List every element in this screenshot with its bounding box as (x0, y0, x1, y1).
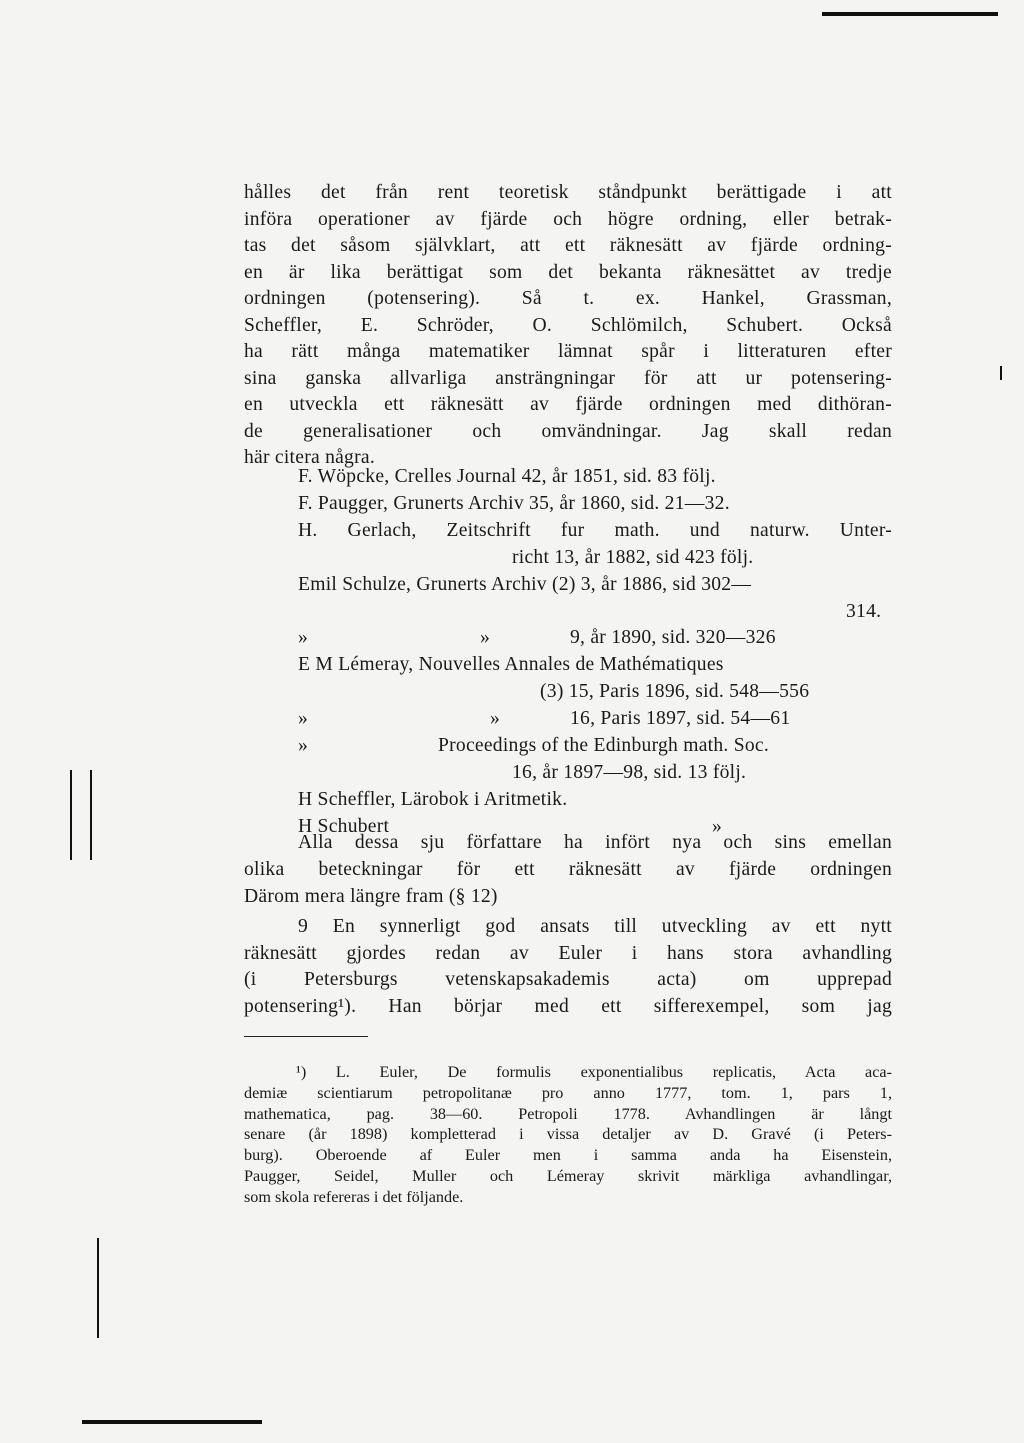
footnote-separator (244, 1036, 368, 1037)
scan-edge-left-bar-1 (70, 770, 72, 860)
text-line: införa operationer av fjärde och högre ordning, eller betrak- (244, 208, 892, 230)
text-line: Alla dessa sju författare ha infört nya och sins emellan (298, 832, 892, 853)
footnote-line: senare (år 1898) kompletterad i vissa detaljer av D. Gravé (i Peters- (244, 1125, 892, 1144)
scan-edge-left-bar-2 (90, 770, 92, 860)
text-line: sina ganska allvarliga ansträngningar för att ur potensering- (244, 367, 892, 389)
reference-item: H Scheffler, Lärobok i Aritmetik. (298, 789, 568, 810)
footnote-line: mathematica, pag. 38—60. Petropoli 1778. Avhandlingen är långt (244, 1104, 892, 1123)
text-line: potensering¹). Han börjar med ett sifferexempel, som jag (244, 995, 892, 1017)
scan-edge-margin-mark (1000, 366, 1002, 380)
ditto-mark: » (298, 627, 309, 648)
ditto-mark: » (480, 627, 491, 648)
footnote-line: Paugger, Seidel, Muller och Lémeray skrivit märkliga avhandlingar, (244, 1167, 892, 1185)
footnote-line: burg). Oberoende af Euler men i samma anda ha Eisenstein, (244, 1146, 892, 1165)
reference-item: E M Lémeray, Nouvelles Annales de Mathématiques (298, 654, 724, 675)
ditto-mark: » (490, 708, 501, 729)
text-line: hålles det från rent teoretisk ståndpunkt berättigade i att (244, 182, 892, 203)
reference-continuation: 314. (846, 601, 882, 622)
reference-item: Emil Schulze, Grunerts Archiv (2) 3, år 1886, sid 302— (298, 574, 752, 595)
ditto-mark: » (712, 816, 723, 837)
text-line: 9 En synnerligt god ansats till utveckling av ett nytt (298, 916, 892, 937)
text-line: en är lika berättigat som det bekanta räknesättet av tredje (244, 261, 892, 283)
scan-edge-bottom-rule (82, 1420, 262, 1424)
ditto-mark: » (298, 735, 309, 756)
text-line: här citera några. (244, 447, 375, 468)
reference-item: F. Wöpcke, Crelles Journal 42, år 1851, sid. 83 följ. (298, 466, 716, 487)
scan-edge-top-rule (822, 12, 998, 16)
reference-continuation: 16, år 1897—98, sid. 13 följ. (512, 762, 747, 783)
reference-continuation: (3) 15, Paris 1896, sid. 548—556 (540, 681, 810, 702)
text-line: (i Petersburgs vetenskapsakademis acta) om upprepad (244, 969, 892, 990)
text-line: räknesätt gjordes redan av Euler i hans stora avhandling (244, 942, 892, 964)
reference-item: Proceedings of the Edinburgh math. Soc. (438, 735, 769, 756)
text-line: ha rätt många matematiker lämnat spår i litteraturen efter (244, 341, 892, 362)
reference-item: F. Paugger, Grunerts Archiv 35, år 1860, sid. 21—32. (298, 493, 730, 514)
text-line: tas det såsom självklart, att ett räknesätt av fjärde ordning- (244, 235, 892, 256)
text-line: Scheffler, E. Schröder, O. Schlömilch, Schubert. Också (244, 314, 892, 336)
reference-continuation: richt 13, år 1882, sid 423 följ. (512, 547, 754, 568)
reference-item: H. Gerlach, Zeitschrift fur math. und naturw. Unter- (298, 520, 892, 541)
footnote-line: som skola refereras i det följande. (244, 1187, 464, 1206)
text-line: de generalisationer och omvändningar. Jag skall redan (244, 420, 892, 442)
text-line: Därom mera längre fram (§ 12) (244, 886, 498, 907)
ditto-mark: » (298, 708, 309, 729)
text-line: ordningen (potensering). Så t. ex. Hankel, Grassman, (244, 288, 892, 309)
text-line: en utveckla ett räknesätt av fjärde ordningen med dithöran- (244, 394, 892, 415)
scan-edge-left-bar-3 (97, 1238, 99, 1338)
footnote-line: ¹) L. Euler, De formulis exponentialibus replicatis, Acta aca- (296, 1063, 892, 1081)
footnote-line: demiæ scientiarum petropolitanæ pro anno 1777, tom. 1, pars 1, (244, 1083, 892, 1102)
reference-item: H Schubert (298, 816, 390, 837)
reference-item: 16, Paris 1897, sid. 54—61 (570, 708, 791, 729)
reference-item: 9, år 1890, sid. 320—326 (570, 627, 776, 648)
text-line: olika beteckningar för ett räknesätt av fjärde ordningen (244, 859, 892, 880)
